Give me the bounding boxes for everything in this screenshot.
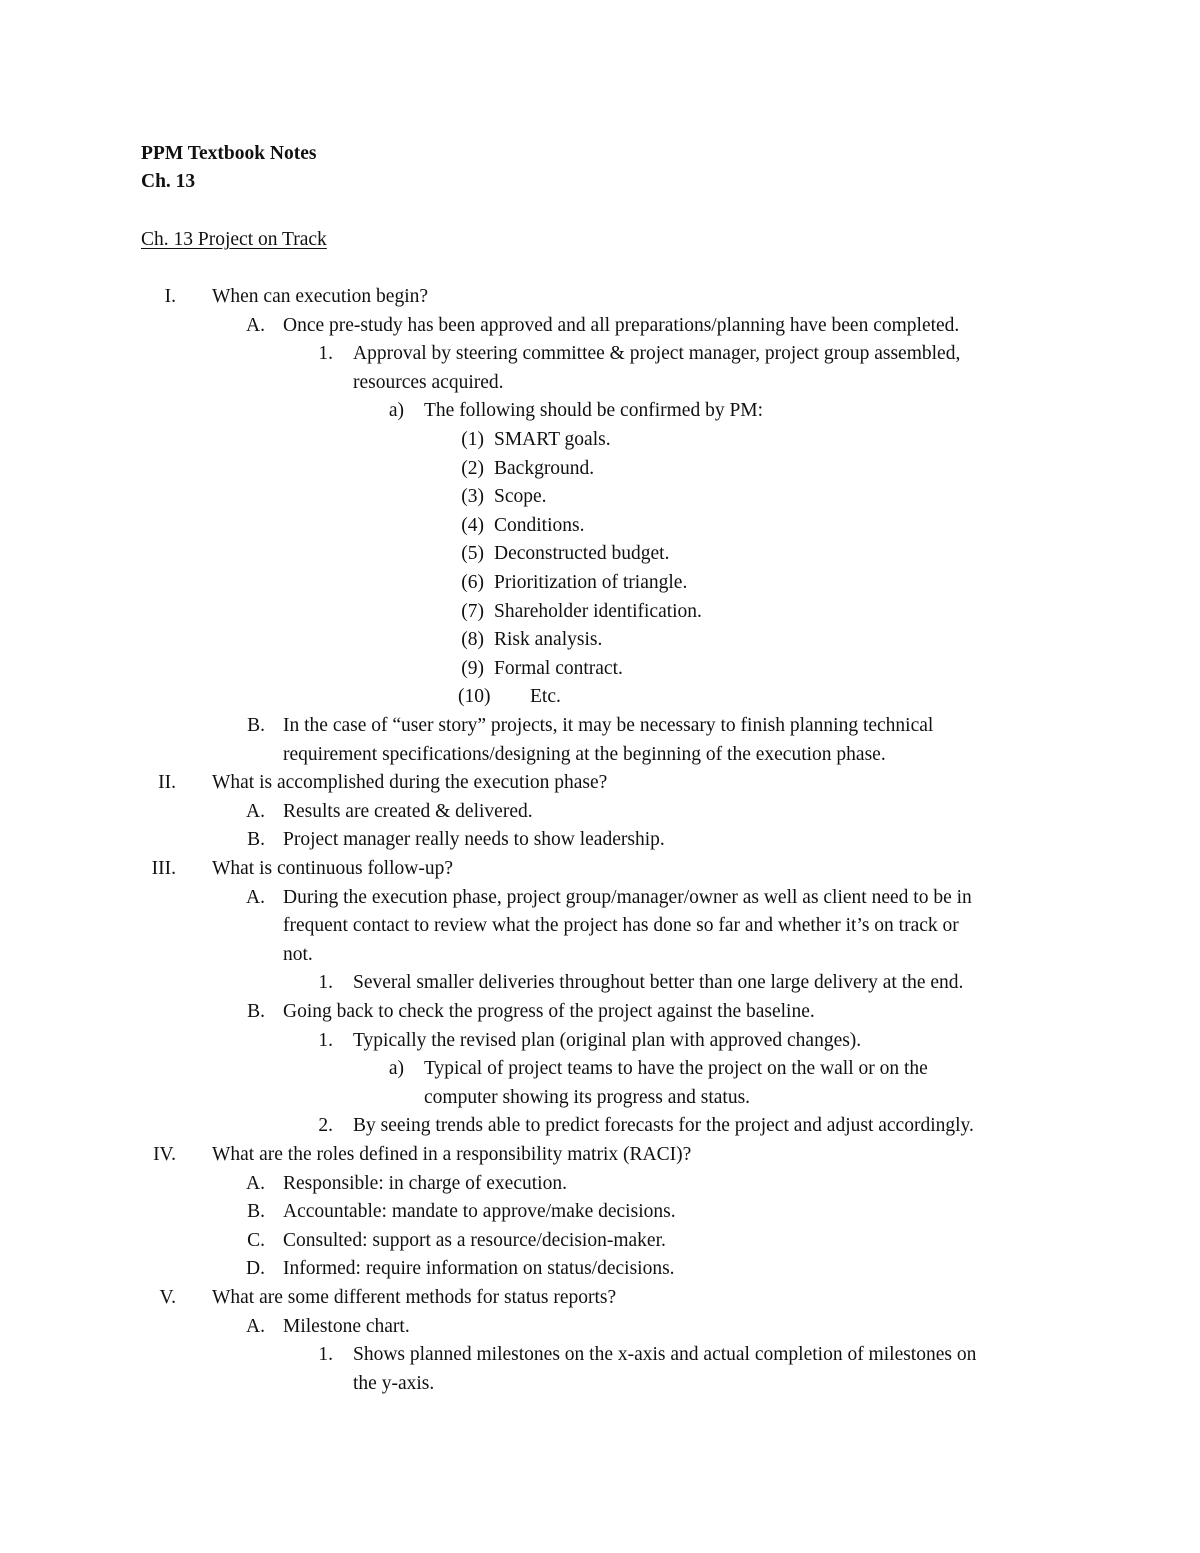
outline-label: 1. (318, 1029, 333, 1051)
outline-text-line: Informed: require information on status/decisions. (283, 1258, 675, 1280)
outline-text-line: the y-axis. (353, 1372, 435, 1394)
outline-text-line: Shareholder identification. (494, 600, 702, 622)
outline-text-line: Background. (494, 457, 595, 479)
outline-label: III. (151, 858, 176, 879)
outline-label: (6) (461, 572, 484, 593)
outline-text-line: In the case of “user story” projects, it may be necessary to finish planning technical (283, 715, 934, 736)
outline-text-line: computer showing its progress and status. (424, 1086, 751, 1108)
outline-label: 1. (318, 972, 333, 994)
outline-text-line: Deconstructed budget. (494, 543, 670, 565)
outline-text-line: What is continuous follow-up? (212, 858, 453, 879)
outline-text-line: Once pre-study has been approved and all preparations/planning have been completed. (283, 314, 960, 336)
outline-label: 1. (318, 1344, 333, 1366)
outline-text-line: Typically the revised plan (original plan with approved changes). (353, 1029, 862, 1051)
outline-label: 2. (318, 1115, 333, 1137)
outline-text-line: Typical of project teams to have the project on the wall or on the (424, 1058, 928, 1080)
outline-text-line: When can execution begin? (212, 286, 429, 307)
outline-label: B. (247, 715, 265, 736)
outline-text-line: SMART goals. (494, 429, 611, 450)
outline-label: A. (246, 800, 265, 822)
outline-text-line: requirement specifications/designing at the beginning of the execution phase. (283, 743, 886, 765)
outline-label: (2) (461, 457, 484, 479)
outline-label: B. (247, 1201, 265, 1223)
outline-text-line: Going back to check the progress of the project against the baseline. (283, 1001, 815, 1022)
outline-label: (8) (461, 629, 484, 651)
outline-text-line: What are some different methods for status reports? (212, 1287, 617, 1308)
doc-title: PPM Textbook Notes (141, 143, 317, 164)
outline-label: A. (246, 1172, 265, 1194)
outline-text-line: resources acquired. (353, 371, 504, 393)
outline-label: B. (247, 829, 265, 851)
outline-text-line: Scope. (494, 486, 547, 508)
doc-chapter: Ch. 13 (141, 171, 196, 192)
outline-text-line: What is accomplished during the execution phase? (212, 772, 608, 794)
outline-label: D. (246, 1258, 265, 1280)
outline-label: (5) (461, 543, 484, 565)
outline-text-line: Risk analysis. (494, 629, 603, 651)
outline-text-line: Conditions. (494, 514, 585, 536)
outline-label: A. (246, 886, 265, 908)
outline-text-line: Consulted: support as a resource/decision-maker. (283, 1229, 666, 1251)
outline-label: (10) (458, 686, 491, 708)
outline-text-line: not. (283, 943, 313, 965)
outline-label: IV. (153, 1144, 176, 1165)
outline-text-line: Responsible: in charge of execution. (283, 1172, 567, 1194)
outline-label: (7) (461, 600, 484, 622)
outline-text-line: Accountable: mandate to approve/make decisions. (283, 1201, 676, 1223)
outline-text-line: Formal contract. (494, 657, 623, 679)
outline-text-line: The following should be confirmed by PM: (424, 400, 764, 422)
outline-label: A. (246, 1315, 265, 1337)
outline-text-line: Approval by steering committee & project manager, project group assembled, (353, 343, 961, 365)
outline-label: II. (158, 772, 176, 794)
section-heading: Ch. 13 Project on Track (141, 229, 327, 250)
outline-text-line: By seeing trends able to predict forecasts for the project and adjust accordingly. (353, 1115, 974, 1137)
outline-text-line: Milestone chart. (283, 1315, 410, 1337)
outline-text-line: Etc. (530, 686, 561, 708)
outline-text-line: Shows planned milestones on the x-axis and actual completion of milestones on (353, 1344, 977, 1366)
outline-text-line: Prioritization of triangle. (494, 572, 688, 593)
outline-text-line: frequent contact to review what the project has done so far and whether it’s on track or (283, 915, 959, 937)
outline-text-line: What are the roles defined in a responsibility matrix (RACI)? (212, 1144, 692, 1165)
outline-label: V. (159, 1287, 176, 1308)
outline-label: (3) (461, 486, 484, 508)
outline-label: a) (388, 400, 404, 422)
outline-label: I. (164, 286, 176, 307)
outline-text-line: During the execution phase, project group/manager/owner as well as client need to be in (283, 886, 972, 908)
outline-text-line: Several smaller deliveries throughout better than one large delivery at the end. (353, 972, 964, 994)
outline-label: B. (247, 1001, 265, 1022)
outline-text-line: Results are created & delivered. (283, 800, 533, 822)
outline-label: 1. (318, 343, 333, 365)
outline-text-line: Project manager really needs to show leadership. (283, 829, 665, 851)
outline-label: A. (246, 314, 265, 336)
outline-label: (4) (461, 514, 484, 536)
outline-label: (1) (461, 429, 484, 450)
outline-label: C. (247, 1229, 265, 1251)
outline-label: a) (388, 1058, 404, 1080)
outline-label: (9) (461, 657, 484, 679)
